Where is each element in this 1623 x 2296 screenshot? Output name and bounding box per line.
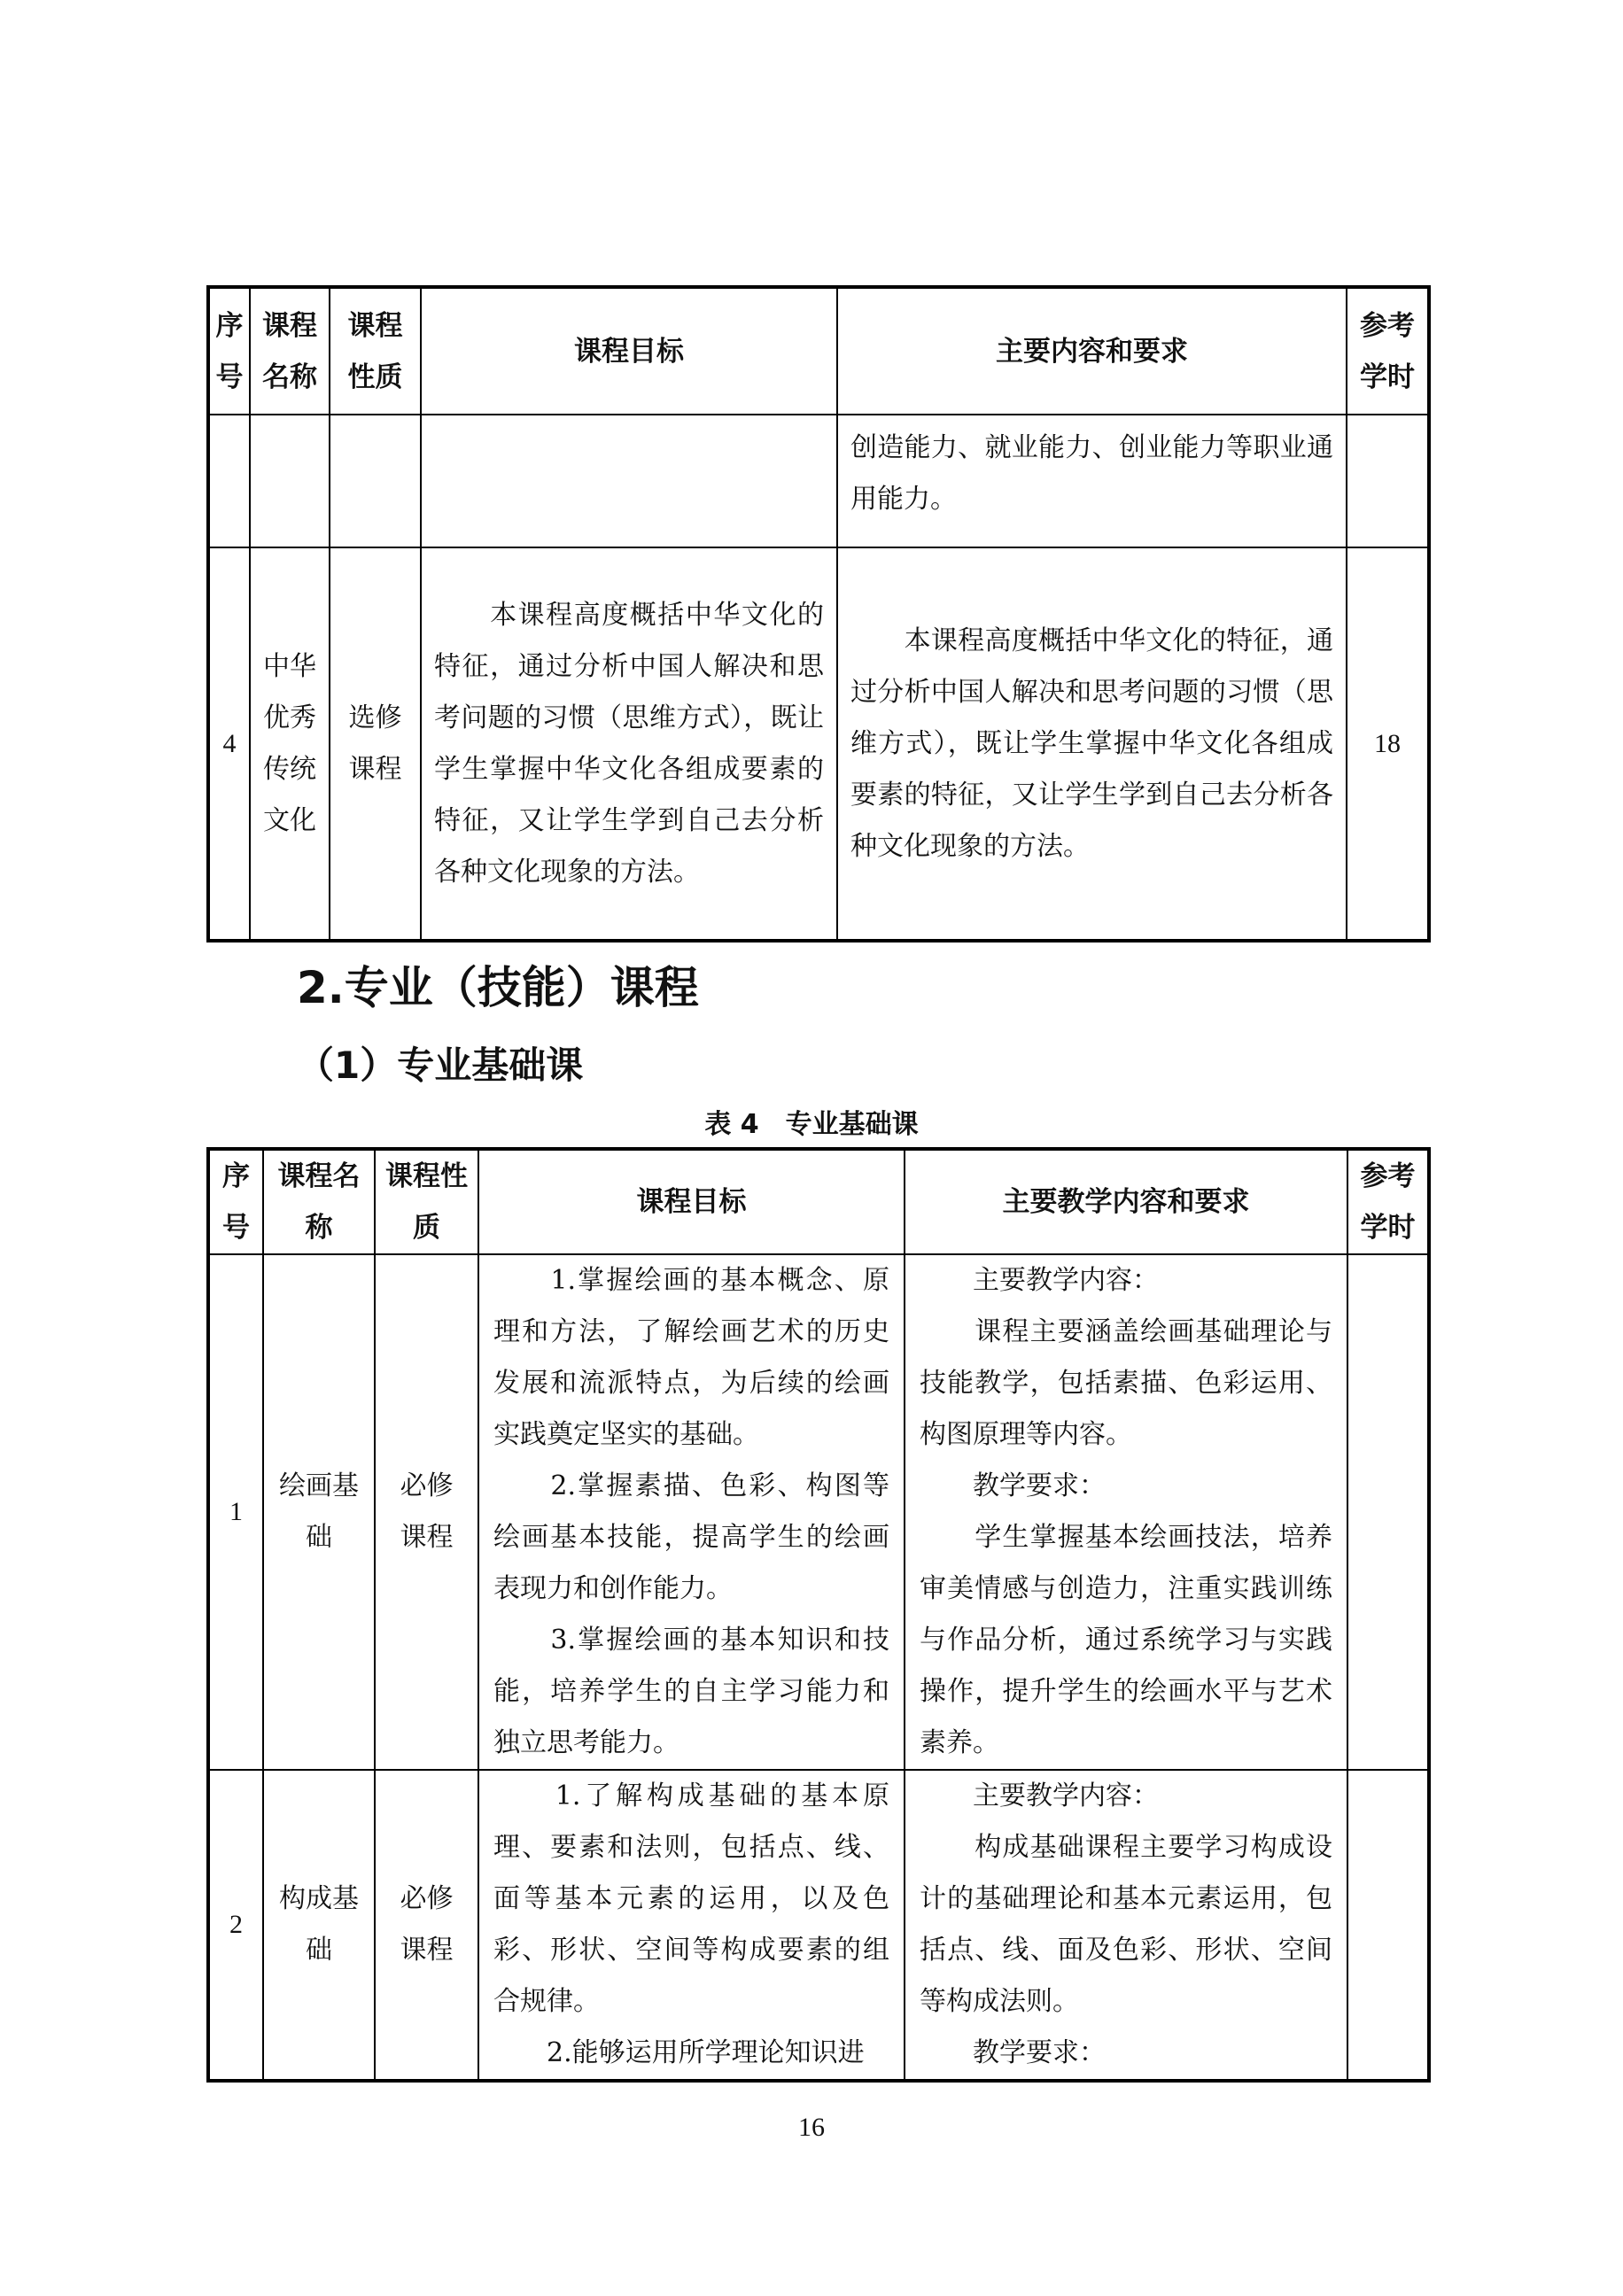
table-row (208, 547, 1429, 941)
cell-no (208, 415, 250, 547)
header-content-requirements: 主要内容和要求 (837, 287, 1347, 415)
cell-hours (1347, 415, 1429, 547)
cell-hours (1347, 1254, 1429, 1770)
table-row (208, 415, 1429, 547)
cell-name (250, 415, 330, 547)
table-row (208, 1770, 1429, 2081)
cell-no: 2 (208, 1770, 263, 2081)
cell-name: 构成基 础 (263, 1770, 375, 2081)
course-table-continued (206, 285, 1431, 942)
cell-content: 主要教学内容： 课程主要涵盖绘画基础理论与技能教学，包括素描、色彩运用、构图原理等内容。 教学要求： 学生掌握基本绘画技法，培养审美情感与创造力，注重实践训练与作品分析，通过系统学习与实践操作，提升学生的绘画水平与艺术素养。 (905, 1254, 1347, 1770)
table-caption: 表 4 专业基础课 (704, 1109, 919, 1140)
cell-nature: 必修 课程 (375, 1770, 478, 2081)
cell-content: 主要教学内容： 构成基础课程主要学习构成设计的基础理论和基本元素运用，包括点、线、面及色彩、形状、空间等构成法则。 教学要求： (905, 1770, 1347, 2081)
cell-nature: 选修 课程 (330, 547, 421, 941)
header-reference-hours: 参考 学时 (1347, 1149, 1429, 1254)
sub-heading: （1）专业基础课 (297, 1043, 584, 1087)
section-heading: 2.专业（技能）课程 (297, 962, 699, 1013)
cell-nature: 必修 课程 (375, 1254, 478, 1770)
cell-name: 中华 优秀 传统 文化 (250, 547, 330, 941)
cell-name: 绘画基 础 (263, 1254, 375, 1770)
cell-goal: 1.了解构成基础的基本原理、要素和法则，包括点、线、面等基本元素的运用，以及色彩、形状、空间等构成要素的组合规律。 2.能够运用所学理论知识进 (478, 1770, 905, 2081)
cell-goal (421, 415, 837, 547)
header-no: 序 号 (208, 1149, 263, 1254)
table-header-row (208, 1149, 1429, 1254)
table-header-row (208, 287, 1429, 415)
header-course-name: 课程 名称 (250, 287, 330, 415)
header-course-nature: 课程性 质 (375, 1149, 478, 1254)
cell-content: 创造能力、就业能力、创业能力等职业通用能力。 (837, 415, 1347, 547)
header-course-goal: 课程目标 (421, 287, 837, 415)
foundation-course-table (206, 1147, 1431, 2083)
header-course-goal: 课程目标 (478, 1149, 905, 1254)
cell-nature (330, 415, 421, 547)
cell-no: 1 (208, 1254, 263, 1770)
cell-goal: 1.掌握绘画的基本概念、原理和方法，了解绘画艺术的历史发展和流派特点，为后续的绘画实践奠定坚实的基础。 2.掌握素描、色彩、构图等绘画基本技能，提高学生的绘画表现力和创作能力。 3.掌握绘画的基本知识和技能，培养学生的自主学习能力和独立思考能力。 (478, 1254, 905, 1770)
header-course-name: 课程名 称 (263, 1149, 375, 1254)
cell-content: 本课程高度概括中华文化的特征，通过分析中国人解决和思考问题的习惯（思维方式），既让学生掌握中华文化各组成要素的特征，又让学生学到自己去分析各种文化现象的方法。 (837, 547, 1347, 941)
header-course-nature: 课程 性质 (330, 287, 421, 415)
cell-no: 4 (208, 547, 250, 941)
table-row (208, 1254, 1429, 1770)
header-reference-hours: 参考 学时 (1347, 287, 1429, 415)
page-number: 16 (798, 2113, 825, 2142)
cell-hours (1347, 1770, 1429, 2081)
cell-goal: 本课程高度概括中华文化的特征，通过分析中国人解决和思考问题的习惯（思维方式），既让学生掌握中华文化各组成要素的特征，又让学生学到自己去分析各种文化现象的方法。 (421, 547, 837, 941)
cell-hours: 18 (1347, 547, 1429, 941)
header-teaching-content: 主要教学内容和要求 (905, 1149, 1347, 1254)
header-no: 序 号 (208, 287, 250, 415)
